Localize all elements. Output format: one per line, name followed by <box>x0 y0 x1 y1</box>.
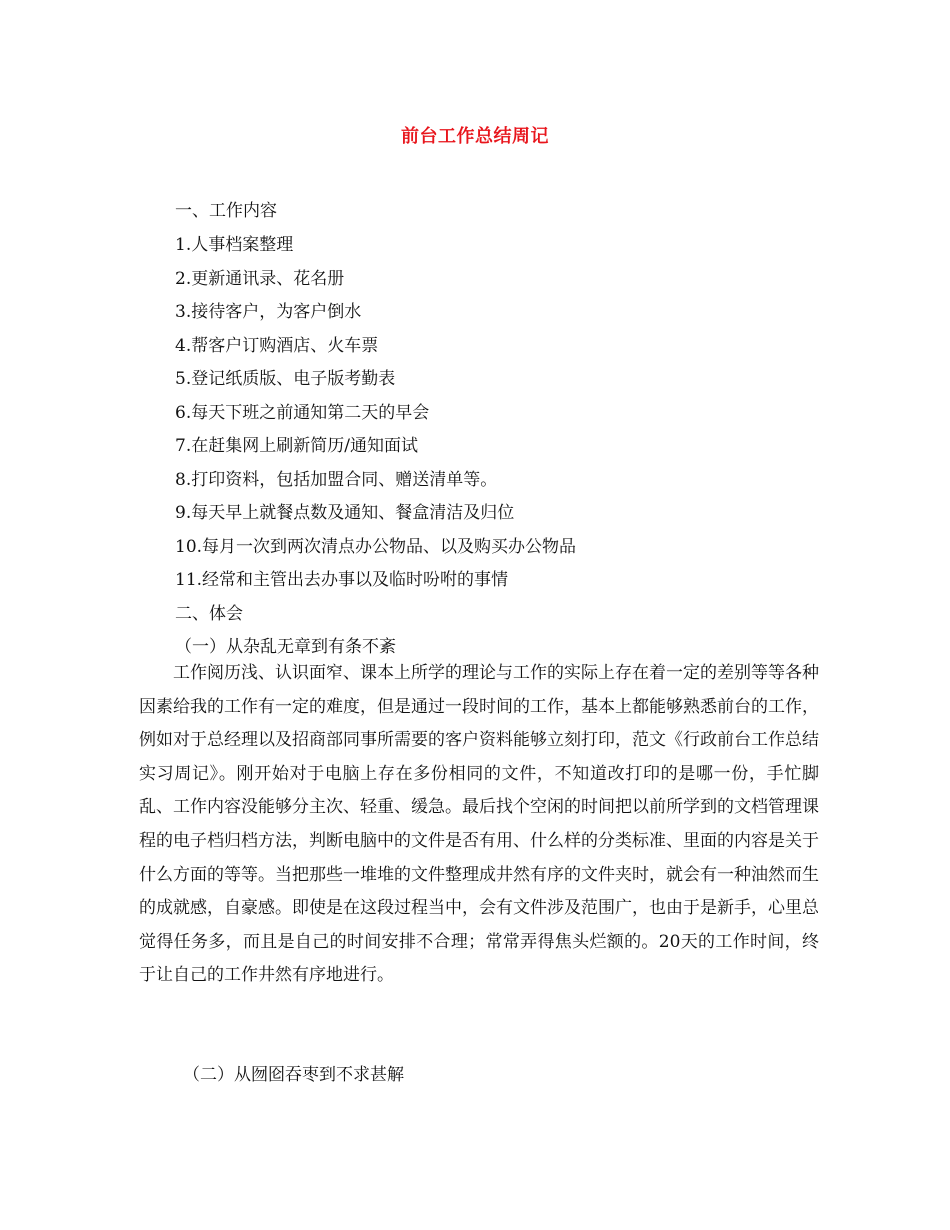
subsection-heading-1: （一）从杂乱无章到有条不紊 <box>175 637 396 657</box>
list-item: 11.经常和主管出去办事以及临时吩咐的事情 <box>175 570 509 590</box>
list-item: 1.人事档案整理 <box>175 235 294 255</box>
subsection-heading-2: （二）从囫囵吞枣到不求甚解 <box>183 1065 404 1085</box>
list-item: 7.在赶集网上刷新简历/通知面试 <box>175 436 418 456</box>
list-item: 8.打印资料，包括加盟合同、赠送清单等。 <box>175 470 498 490</box>
list-item: 6.每天下班之前通知第二天的早会 <box>175 403 430 423</box>
list-item: 5.登记纸质版、电子版考勤表 <box>175 369 396 389</box>
list-item: 3.接待客户，为客户倒水 <box>175 302 362 322</box>
body-paragraph: 工作阅历浅、认识面窄、课本上所学的理论与工作的实际上存在着一定的差别等等各种因素给我的工作有一定的难度，但是通过一段时间的工作，基本上都能够熟悉前台的工作，例如对于总经理以及招商部同事所需要的客户资料能够立刻打印，范文《行政前台工作总结实习周记》。刚开始对于电脑上存在多份相同的文件，不知道改打印的是哪一份，手忙脚乱、工作内容没能够分主次、轻重、缓急。最后找个空闲的时间把以前所学到的文档管理课程的电子档归档方法，判断电脑中的文件是否有用、什么样的分类标准、里面的内容是关于什么方面的等等。当把那些一堆堆的文件整理成井然有序的文件夹时，就会有一种油然而生的成就感，自豪感。即使是在这段过程当中，会有文件涉及范围广，也由于是新手，心里总觉得任务多，而且是自己的时间安排不合理；常常弄得焦头烂额的。20天的工作时间，终于让自己的工作井然有序地进行。 <box>139 663 819 986</box>
document-title: 前台工作总结周记 <box>401 126 549 147</box>
list-item: 2.更新通讯录、花名册 <box>175 269 345 289</box>
section-heading-reflection: 二、体会 <box>175 604 243 624</box>
list-item: 10.每月一次到两次清点办公物品、以及购买办公物品 <box>175 537 577 557</box>
list-item: 4.帮客户订购酒店、火车票 <box>175 336 379 356</box>
section-heading-work-content: 一、工作内容 <box>175 201 277 221</box>
list-item: 9.每天早上就餐点数及通知、餐盒清洁及归位 <box>175 503 515 523</box>
